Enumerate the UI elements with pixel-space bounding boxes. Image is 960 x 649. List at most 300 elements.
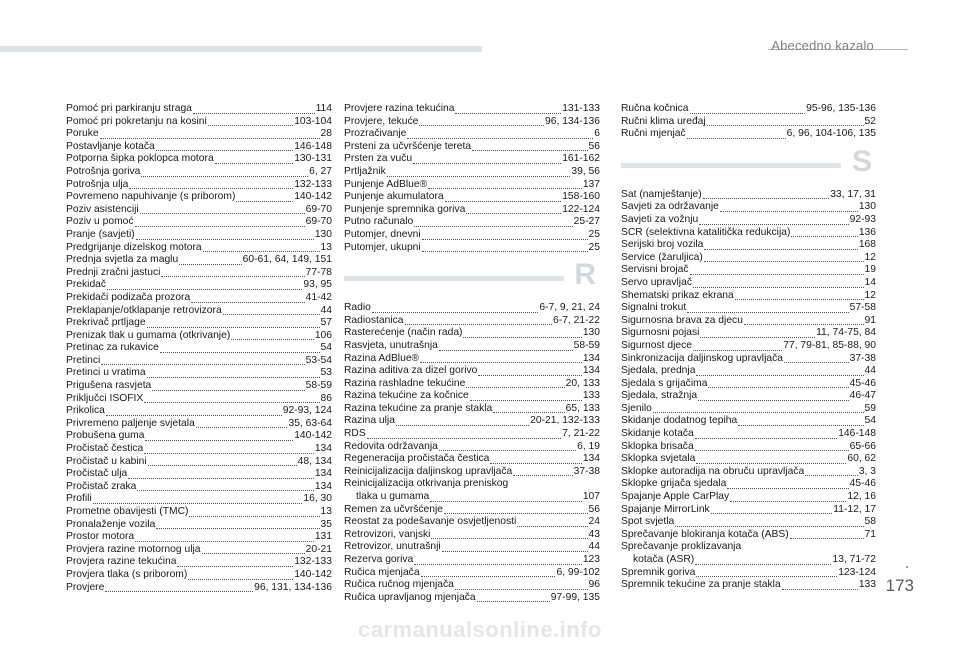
- index-entry-term: Potrošnja ulja: [66, 178, 129, 190]
- index-list-p-continued: [344, 103, 600, 254]
- index-entry: [344, 541, 600, 554]
- index-entry-term: Servo upravljač: [621, 276, 692, 288]
- index-entry: [344, 504, 600, 517]
- dot-leader: [696, 463, 846, 464]
- index-entry: [621, 189, 876, 202]
- dot-leader: [707, 125, 864, 126]
- index-entry: [344, 491, 600, 504]
- index-entry: [621, 103, 876, 116]
- index-entry-term: Retrovizor, unutrašnji: [344, 541, 441, 553]
- index-entry-term: Provjere: [66, 581, 105, 593]
- index-entry-pages: 91: [864, 314, 876, 326]
- index-entry-term: Poziv asistenciji: [66, 203, 139, 215]
- index-entry: [66, 481, 332, 494]
- dot-leader: [179, 264, 241, 265]
- header-rule: [0, 46, 482, 52]
- index-entry-pages: 69-70: [305, 216, 332, 228]
- index-entry-pages: 130: [582, 327, 600, 339]
- index-entry-term: Spremnik goriva: [621, 566, 696, 578]
- index-entry-pages: 107: [582, 491, 600, 503]
- index-entry-pages: 134: [314, 468, 332, 480]
- index-entry-term: Sinkronizacija daljinskog upravljača: [621, 352, 783, 364]
- index-entry: [344, 516, 600, 529]
- index-entry-term: Sigurnosni pojasi: [621, 327, 700, 339]
- dot-leader: [106, 415, 282, 416]
- dot-leader: [105, 591, 253, 592]
- index-entry-term: Prtljažnik: [344, 165, 386, 177]
- index-entry-pages: 134: [582, 365, 600, 377]
- index-entry: [344, 378, 600, 391]
- dot-leader: [188, 579, 293, 580]
- index-entry-pages: 13: [320, 506, 332, 517]
- index-entry-pages: 134: [582, 352, 600, 364]
- index-entry-pages: 28: [320, 128, 332, 140]
- index-entry: [344, 592, 600, 605]
- index-entry-pages: 41-42: [305, 291, 332, 303]
- index-entry-pages: 43: [588, 528, 600, 540]
- index-entry: [344, 302, 600, 315]
- index-entry-pages: 56: [588, 140, 600, 152]
- index-entry-term: SCR (selektivna katalitička redukcija): [621, 226, 791, 238]
- index-entry: [66, 456, 332, 469]
- index-entry-pages: 146-148: [838, 428, 876, 440]
- index-entry-term: Punjenje akumulatora: [344, 191, 444, 203]
- dot-leader: [472, 150, 587, 151]
- index-entry-term: Preklapanje/otklapanje retrovizora: [66, 304, 222, 316]
- index-entry-pages: 37-38: [573, 465, 600, 477]
- index-entry-pages: 52: [864, 115, 876, 127]
- page-header-title: Abecedno kazalo: [771, 38, 874, 53]
- index-entry: [621, 415, 876, 428]
- dot-leader: [493, 412, 564, 413]
- index-entry-pages: 95-96, 135-136: [806, 103, 876, 114]
- index-entry-term: Punjenje AdBlue®: [344, 178, 428, 190]
- index-entry: [621, 453, 876, 466]
- index-column-2: [344, 103, 600, 604]
- index-entry: [66, 582, 332, 595]
- dot-leader: [147, 377, 320, 378]
- index-entry-term: Probušena guma: [66, 430, 145, 442]
- index-entry-pages: 106: [314, 329, 332, 341]
- index-entry: [344, 327, 600, 340]
- index-entry-pages: 123: [582, 554, 600, 565]
- dot-leader: [137, 490, 313, 491]
- dot-leader: [196, 427, 288, 428]
- index-entry-pages: 60, 62: [847, 453, 876, 465]
- index-entry-pages: 16, 30: [303, 493, 332, 505]
- index-entry-pages: 57: [320, 317, 332, 329]
- index-entry: [66, 116, 332, 129]
- index-entry-term: Servisni brojač: [621, 264, 689, 276]
- index-entry-term: Sigurnosna brava za djecu: [621, 314, 743, 326]
- index-entry: [66, 418, 332, 431]
- index-entry: [344, 229, 600, 242]
- dot-leader: [100, 138, 320, 139]
- index-entry-term: Sjedala, prednja: [621, 365, 696, 377]
- dot-leader: [711, 513, 833, 514]
- index-entry: [66, 405, 332, 418]
- index-list-r: [344, 302, 600, 604]
- index-entry: [621, 504, 876, 517]
- dot-leader: [140, 213, 305, 214]
- dot-leader: [413, 163, 561, 164]
- index-entry-pages: 20, 133: [565, 377, 600, 389]
- index-entry-pages: 168: [858, 239, 876, 251]
- index-entry: [66, 292, 332, 305]
- dot-leader: [129, 188, 293, 189]
- index-entry-pages: 3, 3: [858, 465, 876, 477]
- dot-leader: [490, 463, 581, 464]
- index-entry-term: Sjedala s grijačima: [621, 377, 708, 389]
- index-entry-term: Prednja svjetla za maglu: [66, 254, 179, 266]
- dot-leader: [708, 387, 848, 388]
- index-entry: [344, 128, 600, 141]
- index-entry: [344, 242, 600, 255]
- index-entry-term: Prometne obavijesti (TMC): [66, 506, 189, 517]
- index-entry-pages: 59: [864, 402, 876, 414]
- index-entry-term: Retrovizori, vanjski: [344, 528, 431, 540]
- index-entry-term: Skidanje kotača: [621, 428, 694, 440]
- index-entry-pages: 92-93, 124: [282, 405, 332, 417]
- index-entry: [621, 315, 876, 328]
- dot-leader: [700, 337, 815, 338]
- index-entry: [66, 531, 332, 544]
- index-entry-pages: 60-61, 64, 149, 151: [242, 254, 332, 266]
- index-entry-term: Potrošnja goriva: [66, 165, 141, 177]
- dot-leader: [419, 125, 544, 126]
- index-entry: [66, 506, 332, 519]
- dot-leader: [735, 299, 864, 300]
- index-entry-pages: 103-104: [294, 115, 332, 127]
- dot-leader: [442, 551, 588, 552]
- dot-leader: [791, 236, 857, 237]
- index-entry-term: Pranje (savjeti): [66, 228, 135, 240]
- index-entry-term: Sat (namještanje): [621, 188, 702, 200]
- index-entry-pages: 133: [858, 579, 876, 591]
- index-entry-term: Prostor motora: [66, 531, 135, 543]
- dot-leader: [698, 400, 849, 401]
- index-entry-pages: 130-131: [294, 153, 332, 165]
- dot-leader: [445, 201, 562, 202]
- index-entry-term: Poziv u pomoć: [66, 216, 134, 228]
- index-entry: [66, 242, 332, 255]
- dot-leader: [101, 364, 304, 365]
- dot-leader: [455, 589, 588, 590]
- index-entry: [344, 353, 600, 366]
- index-entry-term: Prsteni za učvršćenje tereta: [344, 140, 472, 152]
- index-entry-pages: 13, 71-72: [832, 554, 876, 565]
- dot-leader: [107, 289, 302, 290]
- dot-leader: [517, 526, 587, 527]
- dot-leader: [160, 352, 320, 353]
- dot-leader: [695, 450, 849, 451]
- dot-leader: [455, 113, 561, 114]
- index-entry: [66, 393, 332, 406]
- index-entry: [344, 315, 600, 328]
- dot-leader: [177, 566, 293, 567]
- index-entry: [344, 191, 600, 204]
- index-entry: [344, 466, 600, 479]
- index-entry: [66, 216, 332, 229]
- index-entry-term: Pročistač zraka: [66, 480, 137, 492]
- index-entry: [621, 441, 876, 454]
- dot-leader: [478, 375, 581, 376]
- index-entry-term: Sklopke autoradija na obruču upravljača: [621, 465, 805, 477]
- index-entry: [621, 428, 876, 441]
- index-entry-term: Reinicijalizacija daljinskog upravljača: [344, 465, 513, 477]
- index-entry-term: Prozračivanje: [344, 128, 407, 140]
- index-entry-pages: 35, 63-64: [288, 417, 332, 429]
- index-entry-term: Razina tekućine za pranje stakla: [344, 402, 493, 414]
- index-entry-pages: 6-7, 21-22: [553, 314, 600, 326]
- index-entry-pages: 146-148: [294, 140, 332, 152]
- index-entry: [621, 227, 876, 240]
- index-entry-term: Rasvjeta, unutrašnja: [344, 339, 438, 351]
- index-entry: [66, 229, 332, 242]
- index-entry-term: Potporna šipka poklopca motora: [66, 153, 214, 165]
- dot-leader: [414, 564, 582, 565]
- index-entry-pages: 132-133: [294, 556, 332, 568]
- index-entry: [344, 554, 600, 567]
- index-entry-pages: 20-21: [305, 543, 332, 555]
- index-entry-pages: 58-59: [305, 380, 332, 392]
- index-entry-term: Pomoć pri parkiranju straga: [66, 103, 192, 114]
- index-entry: [344, 116, 600, 129]
- index-column-1: [66, 103, 332, 594]
- index-entry-pages: 25: [588, 241, 600, 253]
- index-entry: [66, 103, 332, 116]
- index-entry: [621, 529, 876, 542]
- index-entry-pages: 71: [864, 528, 876, 540]
- index-entry: [66, 569, 332, 582]
- index-entry: [621, 264, 876, 277]
- dot-leader: [161, 276, 304, 277]
- dot-leader: [727, 488, 848, 489]
- index-entry: [344, 179, 600, 192]
- index-entry-term: Priključci ISOFIX: [66, 392, 144, 404]
- dot-leader: [420, 362, 582, 363]
- dot-leader: [405, 324, 553, 325]
- index-entry: [621, 478, 876, 491]
- index-entry-term: Ručni klima uređaj: [621, 115, 706, 127]
- index-entry: [66, 330, 332, 343]
- index-entry: [621, 214, 876, 227]
- index-entry-term: Skidanje dodatnog tepiha: [621, 415, 738, 427]
- dot-leader: [128, 478, 314, 479]
- dot-leader: [738, 425, 863, 426]
- index-entry-pages: 46-47: [849, 390, 876, 402]
- index-entry-term: Prekidači podizača prozora: [66, 291, 191, 303]
- dot-leader: [675, 526, 863, 527]
- index-entry-pages: 140-142: [294, 568, 332, 580]
- index-entry-pages: 24: [588, 516, 600, 528]
- dot-leader: [144, 402, 319, 403]
- index-entry-pages: 93, 95: [303, 279, 332, 291]
- index-entry-pages: 140-142: [294, 191, 332, 203]
- index-entry-pages: 65-66: [849, 440, 876, 452]
- index-entry: [621, 277, 876, 290]
- dot-leader: [695, 564, 831, 565]
- dot-leader: [693, 350, 782, 351]
- index-entry: [66, 267, 332, 280]
- index-entry-pages: 123-124: [838, 566, 876, 578]
- index-entry-term: Sjenilo: [621, 402, 652, 414]
- index-entry-term: Prednji zračni jastuci: [66, 266, 161, 278]
- index-entry-term: Privremeno paljenje svjetala: [66, 417, 195, 429]
- index-entry-pages: 45-46: [849, 478, 876, 490]
- index-entry-term: tlaka u gumama: [356, 491, 430, 503]
- index-entry: [66, 317, 332, 330]
- index-entry: [344, 415, 600, 428]
- index-entry: [344, 529, 600, 542]
- dot-leader: [696, 375, 863, 376]
- index-entry-pages: 57-58: [849, 302, 876, 314]
- index-entry-pages: 19: [864, 264, 876, 276]
- dot-leader: [156, 150, 293, 151]
- index-entry-term: Ručni mjenjač: [621, 128, 686, 140]
- dot-leader: [93, 503, 303, 504]
- index-list-s: [621, 189, 876, 592]
- index-entry-pages: 37-38: [849, 352, 876, 364]
- index-entry-pages: 96, 134-136: [545, 115, 600, 127]
- index-entry-pages: 6, 99-102: [556, 566, 600, 578]
- section-divider: [344, 276, 564, 281]
- index-entry: [66, 493, 332, 506]
- dot-leader: [407, 138, 593, 139]
- section-header-r: [344, 254, 600, 302]
- index-column-3: [621, 103, 876, 592]
- dot-leader: [231, 339, 314, 340]
- index-entry-pages: 54: [864, 415, 876, 427]
- index-entry-pages: 13: [320, 241, 332, 253]
- index-entry-pages: 11-12, 17: [833, 503, 876, 515]
- dot-leader: [189, 516, 319, 517]
- index-entry-term: Pomoć pri pokretanju na kosini: [66, 115, 207, 127]
- index-entry: [344, 390, 600, 403]
- index-entry: [621, 327, 876, 340]
- index-entry-term: Sprečavanje proklizavanja: [621, 541, 742, 553]
- index-entry-term: Putomjer, dnevni: [344, 228, 421, 240]
- dot-leader: [135, 541, 314, 542]
- index-entry: [66, 166, 332, 179]
- index-entry: [344, 141, 600, 154]
- index-entry: [66, 556, 332, 569]
- index-entry-term: Reostat za podešavanje osvjetljenosti: [344, 516, 517, 528]
- index-entry-pages: 44: [588, 541, 600, 553]
- dot-leader: [744, 324, 864, 325]
- index-entry-term: Pretinac za rukavice: [66, 342, 159, 354]
- index-entry-pages: 77, 79-81, 85-88, 90: [783, 339, 876, 351]
- dot-leader: [136, 239, 314, 240]
- index-entry-pages: 54: [320, 342, 332, 354]
- index-entry: [344, 216, 600, 229]
- dot-leader: [463, 337, 581, 338]
- dot-leader: [202, 553, 305, 554]
- index-entry-term: Rasterećenje (način rada): [344, 327, 463, 339]
- index-entry-pages: 161-162: [562, 153, 600, 165]
- index-entry-term: Prekidač: [66, 279, 107, 291]
- dot-leader: [367, 438, 561, 439]
- index-list-r-continued: [621, 103, 876, 141]
- index-entry-pages: 140-142: [294, 430, 332, 442]
- index-entry-pages: 12, 16: [847, 491, 876, 503]
- index-entry-pages: 35: [320, 518, 332, 530]
- index-entry-term: Sklopke grijača sjedala: [621, 478, 727, 490]
- dot-leader: [203, 251, 320, 252]
- index-entry-pages: 12: [864, 251, 876, 263]
- index-entry: [66, 380, 332, 393]
- index-entry-term: Prikolica: [66, 405, 105, 417]
- dot-leader: [372, 312, 538, 313]
- index-entry-term: Spot svjetla: [621, 516, 675, 528]
- dot-leader: [430, 501, 582, 502]
- index-entry-term: Spajanje MirrorLink: [621, 503, 710, 515]
- index-entry: [621, 252, 876, 265]
- index-entry-term: Razina rashladne tekućine: [344, 377, 466, 389]
- dot-leader: [439, 350, 573, 351]
- index-entry-term: kotača (ASR): [633, 554, 695, 565]
- index-entry: [66, 430, 332, 443]
- index-entry-term: Poruke: [66, 128, 99, 140]
- index-entry-pages: 136: [858, 226, 876, 238]
- dot-leader: [687, 138, 786, 139]
- index-entry: [66, 128, 332, 141]
- index-entry: [344, 166, 600, 179]
- index-entry-pages: 6: [594, 128, 600, 140]
- index-entry-term: Provjera razine tekućina: [66, 556, 177, 568]
- index-entry-pages: 7, 21-22: [562, 428, 600, 440]
- index-entry: [344, 428, 600, 441]
- section-header-s: [621, 141, 876, 189]
- dot-leader: [687, 312, 848, 313]
- index-entry: [621, 378, 876, 391]
- dot-leader: [208, 125, 293, 126]
- index-entry-pages: 56: [588, 503, 600, 515]
- index-entry-term: Razina AdBlue®: [344, 352, 420, 364]
- index-entry: [344, 453, 600, 466]
- index-entry: [621, 128, 876, 141]
- index-entry-term: Punjenje spremnika goriva: [344, 203, 466, 215]
- index-entry-pages: 53-54: [305, 354, 332, 366]
- index-entry-pages: 14: [864, 276, 876, 288]
- index-entry-term: Sjedala, stražnja: [621, 390, 698, 402]
- dot-leader: [784, 362, 849, 363]
- index-entry: [344, 204, 600, 217]
- index-entry-term: Ručica upravljanog mjenjača: [344, 591, 476, 603]
- dot-leader: [466, 387, 564, 388]
- dot-leader: [193, 113, 315, 114]
- dot-leader: [215, 163, 294, 164]
- dot-leader: [704, 249, 857, 250]
- section-letter: S: [851, 144, 872, 178]
- index-entry-term: Provjere razina tekućina: [344, 103, 455, 114]
- index-entry: [66, 468, 332, 481]
- index-entry: [66, 279, 332, 292]
- index-entry-pages: 137: [582, 178, 600, 190]
- dot-leader: [135, 226, 305, 227]
- index-entry-pages: 122-124: [562, 203, 600, 215]
- index-entry-term: Savjeti za vožnju: [621, 213, 699, 225]
- index-entry-pages: 86: [320, 392, 332, 404]
- index-entry-pages: 133: [582, 390, 600, 402]
- index-entry-term: Putno računalo: [344, 216, 414, 228]
- section-divider: [621, 163, 841, 168]
- index-entry-term: Sklopka svjetala: [621, 453, 696, 465]
- index-entry-pages: 39, 56: [571, 165, 600, 177]
- dot-leader: [236, 201, 293, 202]
- watermark: carmanualsonline.info: [358, 617, 602, 642]
- index-entry-term: Signalni trokut: [621, 302, 687, 314]
